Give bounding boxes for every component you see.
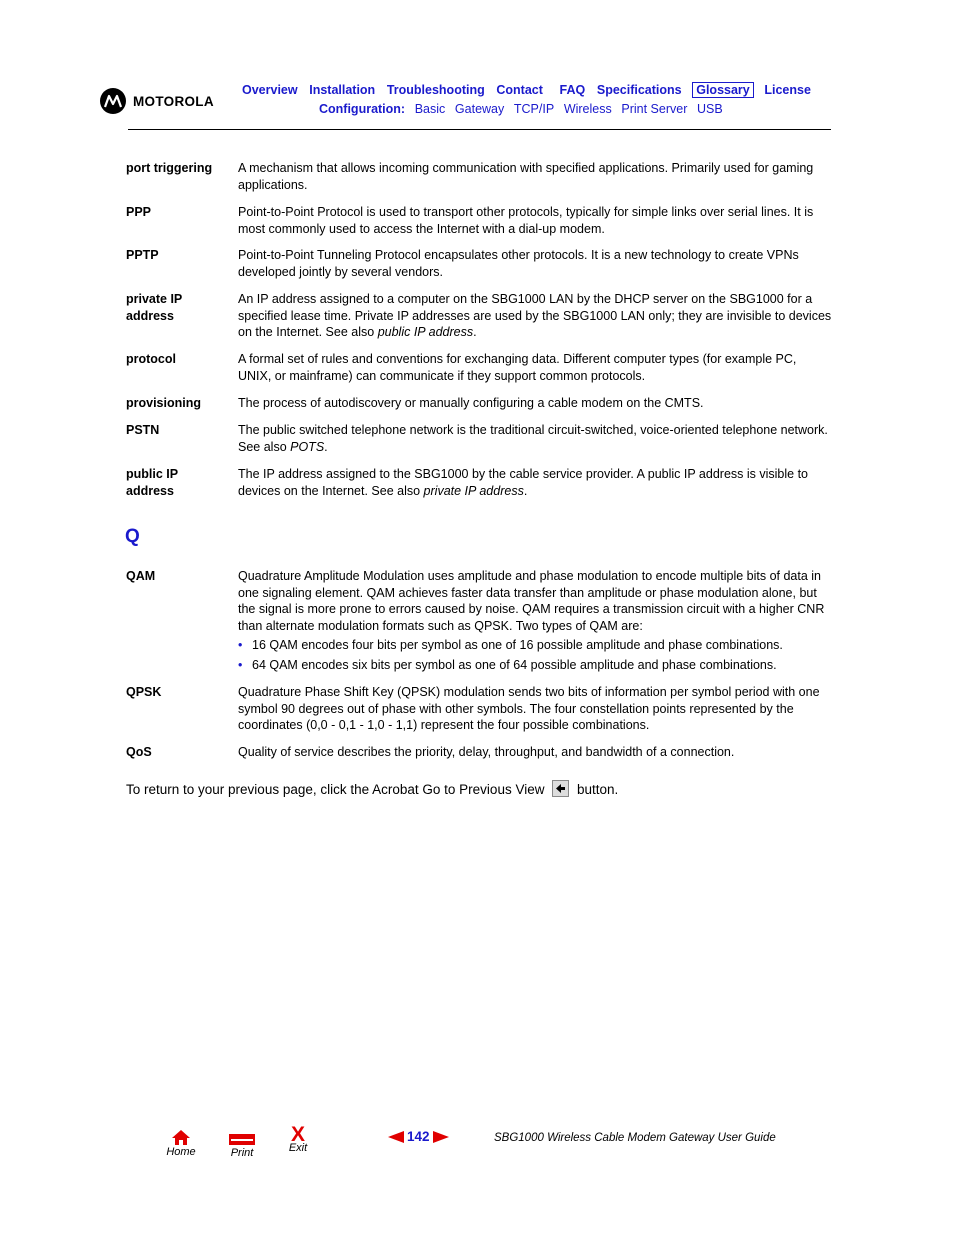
nav-usb[interactable]: USB	[696, 102, 723, 116]
return-instructions: To return to your previous page, click the Acrobat Go to Previous View button.	[126, 782, 619, 797]
brand-name: MOTOROLA	[133, 93, 214, 109]
definition-pstn: The public switched telephone network is the traditional circuit-switched, voice-oriented telephone network. See also POTS.	[238, 423, 828, 454]
term-private-ip-address: private IP address	[126, 292, 183, 323]
print-label: Print	[230, 1147, 254, 1159]
term-ppp: PPP	[126, 205, 152, 219]
term-port-triggering: port triggering	[126, 161, 213, 175]
term-qpsk: QPSK	[126, 685, 162, 699]
definition-private-ip-address: An IP address assigned to a computer on the SBG1000 LAN by the DHCP server on the SBG1000 for a specified lease time. Private IP addresses are used by the SBG1000 LAN only; they are invisible to devices on the Internet. See also public IP address.	[238, 292, 832, 339]
motorola-batwing-icon	[100, 88, 126, 114]
nav-glossary[interactable]: Glossary	[692, 82, 754, 98]
printer-icon	[228, 1133, 256, 1146]
nav-basic[interactable]: Basic	[414, 102, 446, 116]
definition-public-ip-address: The IP address assigned to the SBG1000 by the cable service provider. A public IP address is visible to devices on the Internet. See also private IP address.	[238, 467, 809, 498]
term-provisioning: provisioning	[126, 396, 201, 410]
term-qam: QAM	[126, 569, 156, 583]
list-item: • 64 QAM encodes six bits per symbol as one of 64 possible amplitude and phase combinations.	[238, 657, 777, 672]
home-label: Home	[166, 1146, 196, 1158]
nav-overview[interactable]: Overview	[242, 83, 298, 97]
see-also-link: public IP address	[377, 325, 474, 339]
term-protocol: protocol	[126, 352, 176, 366]
home-button[interactable]	[164, 1129, 198, 1158]
header-divider	[128, 129, 831, 130]
config-nav	[316, 101, 726, 116]
nav-faq[interactable]: FAQ	[559, 83, 586, 97]
home-icon	[171, 1129, 191, 1146]
nav-gateway[interactable]: Gateway	[454, 102, 505, 116]
exit-icon: X	[290, 1123, 305, 1146]
term-pptp: PPTP	[126, 248, 159, 262]
see-also-link: POTS	[290, 439, 325, 454]
definition-ppp: Point-to-Point Protocol is used to transport other protocols, typically for simple links over serial lines. It is most commonly used to access the Internet with a dial-up modem.	[238, 205, 814, 236]
list-item: • 16 QAM encodes four bits per symbol as one of 16 possible amplitude and phase combinations.	[238, 638, 783, 652]
exit-label: Exit	[288, 1142, 308, 1154]
term-pstn: PSTN	[126, 423, 160, 437]
definition-port-triggering: A mechanism that allows incoming communication with specified applications. Primarily used for gaming applications.	[238, 161, 814, 192]
nav-installation[interactable]: Installation	[309, 83, 376, 97]
nav-tcpip[interactable]: TCP/IP	[513, 102, 555, 116]
definition-provisioning: The process of autodiscovery or manually configuring a cable modem on the CMTS.	[238, 396, 704, 410]
page-navigation	[388, 1129, 449, 1144]
nav-contact[interactable]: Contact	[496, 83, 543, 97]
next-page-arrow-icon[interactable]	[433, 1131, 449, 1143]
previous-page-arrow-icon[interactable]	[388, 1131, 404, 1143]
nav-troubleshooting[interactable]: Troubleshooting	[386, 83, 485, 97]
definition-qpsk: Quadrature Phase Shift Key (QPSK) modulation sends two bits of information per symbol period with one symbol 90 degrees out of phase with other symbols. The four constellation points represented by the coordinates (0,0 - 0,1 - 1,0 - 1,1) represent the four possible combinations.	[238, 685, 820, 732]
nav-wireless[interactable]: Wireless	[563, 102, 612, 116]
definition-qos: Quality of service describes the priority, delay, throughput, and bandwidth of a connection.	[238, 745, 735, 759]
term-public-ip-address: public IP address	[126, 467, 178, 498]
guide-title: SBG1000 Wireless Cable Modem Gateway User Guide	[494, 1132, 776, 1144]
definition-protocol: A formal set of rules and conventions for exchanging data. Different computer types (for example PC, UNIX, or mainframe) can communicate if they support common protocols.	[238, 352, 797, 383]
section-heading-q: Q	[125, 526, 140, 547]
bullet-icon: •	[238, 638, 243, 652]
definition-pptp: Point-to-Point Tunneling Protocol encapsulates other protocols. It is a new technology to create VPNs developed jointly by several vendors.	[238, 248, 799, 279]
previous-view-icon	[552, 780, 569, 797]
top-nav	[238, 82, 815, 98]
exit-button[interactable]	[284, 1124, 312, 1154]
nav-specifications[interactable]: Specifications	[596, 83, 682, 97]
nav-configuration-label: Configuration:	[319, 102, 406, 116]
print-button[interactable]	[226, 1133, 258, 1159]
nav-print-server[interactable]: Print Server	[621, 102, 688, 116]
definition-qam: Quadrature Amplitude Modulation uses amplitude and phase modulation to encode multiple bits of data in one signaling element. QAM achieves faster data transfer than amplitude or phase modulation alone, but the signal is more prone to errors caused by noise. QAM requires a transmission circuit with a higher CNR than alternate modulation formats such as QPSK. Two types of QAM are: • 16 QAM encodes four bits per symbol as one of 16 possible amplitude and phase combinations. • 64 QAM encodes six bits per symbol as one of 64 possible amplitude and phase combinations.	[238, 568, 833, 673]
term-qos: QoS	[126, 745, 152, 759]
motorola-logo	[100, 88, 214, 114]
see-also-link: private IP address	[423, 483, 524, 498]
page-number: 142	[407, 1129, 430, 1144]
nav-license[interactable]: License	[764, 83, 811, 97]
bullet-icon: •	[238, 657, 243, 672]
